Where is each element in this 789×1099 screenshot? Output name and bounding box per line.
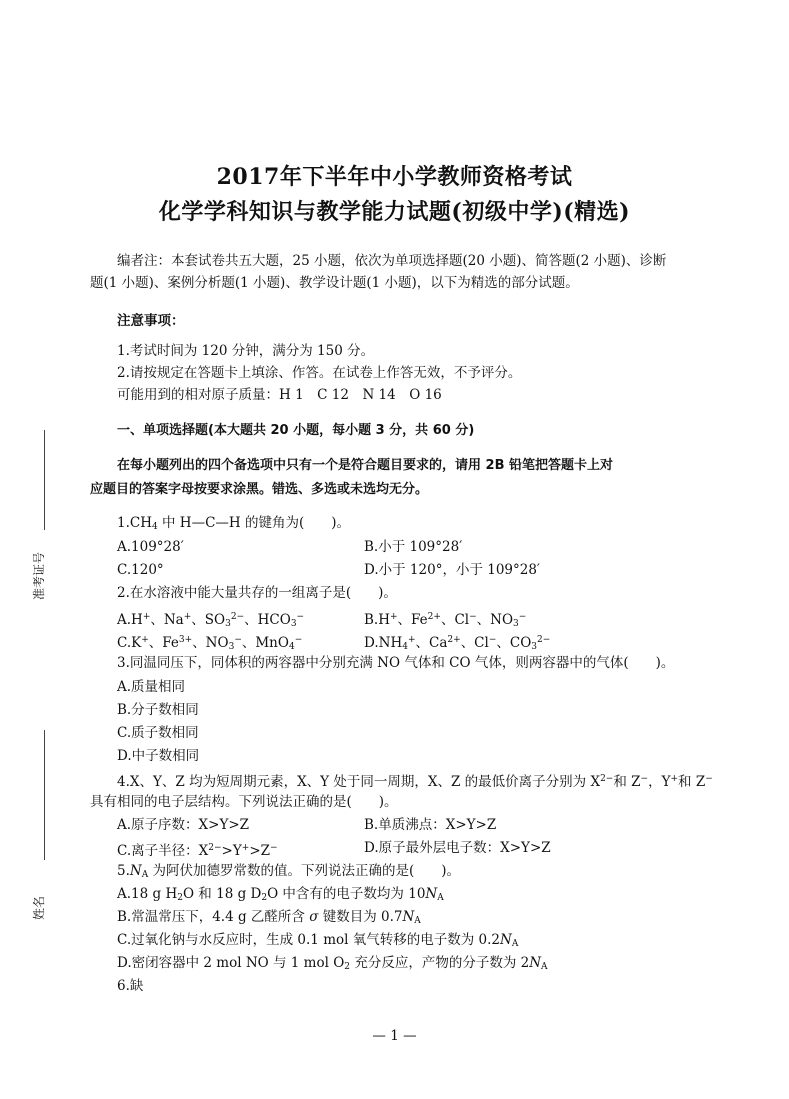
q2-option-b: B.H+、$Fe^{2+}$、Cl−、$NO_3^-$ [364,612,527,629]
q5-option-d: D.密闭容器中 2 mol NO 与 1 mol $O_2$ 充分反应，产物的分子数为 $2N_A$ [117,955,548,972]
question-4-stem-line2: 具有相同的电子层结构。下列说法正确的是( )。 [90,794,398,810]
q3-option-b: B.分子数相同 [117,702,199,718]
q4-option-b: B.单质沸点：X>Y>Z [364,817,497,833]
q5-option-a: A.18 g $H_2O$ 和 18 g $D_2O$ 中含有的电子数均为 $10N_A$ [117,886,444,903]
notice-item-1: 1.考试时间为 120 分钟，满分为 150 分。 [117,343,375,359]
binding-line-middle [44,730,45,860]
q2-option-d: $D.NH_4^+$、$Ca^{2+}$、Cl−、$CO_3^{2-}$ [364,635,551,652]
page-title-line2: 化学学科知识与教学能力试题(初级中学)(精选) [158,199,631,225]
section-heading: 一、单项选择题(本大题共 20 小题，每小题 3 分，共 60 分) [117,423,475,438]
question-4-stem-line1: 4.X、Y、Z 均为短周期元素，X、Y 处于同一周期，X、Z 的最低价离子分别为 $X^{2-}$和 Z−，Y+和 Z− [117,774,713,790]
atomic-masses: 可能用到的相对原子质量：H 1 C 12 N 14 O 16 [117,387,442,403]
q5-option-b: B.常温常压下，4.4 g 乙醛所含 σ 键数目为 $0.7N_A$ [117,909,421,926]
q5-option-c: C.过氧化钠与水反应时，生成 0.1 mol 氧气转移的电子数为 $0.2N_A$ [117,932,519,949]
name-label: 姓名 [32,895,46,920]
page-title-line1: 2017年下半年中小学教师资格考试 [216,164,573,190]
q4-option-c: C.离子半径：$X^{2-}>Y^+>Z^-$ [117,843,278,859]
section-instruction-line1: 在每小题列出的四个备选项中只有一个是符合题目要求的，请用 2B 铅笔把答题卡上对 [117,458,614,473]
q3-option-c: C.质子数相同 [117,725,199,741]
q1-option-d: D.小于 120°，小于 109°28′ [364,562,540,578]
editor-note-line2: 题(1 小题)、案例分析题(1 小题)、教学设计题(1 小题)，以下为精选的部分试题。 [90,275,579,291]
exam-id-label: 准考证号 [32,551,46,600]
q2-option-c: C.K+、$Fe^{3+}$、$NO_3^-$、MnO$_4$− [117,635,303,652]
question-2-stem: 2.在水溶液中能大量共存的一组离子是( )。 [117,585,397,601]
binding-line-top [44,430,45,530]
question-1-stem: $1.CH_4$ 中 H—C—H 的键角为( )。 [117,515,351,532]
question-3-stem: 3.同温同压下，同体积的两容器中分别充满 NO 气体和 CO 气体，则两容器中的气体( )。 [117,655,675,671]
page-number: — 1 — [372,1028,417,1044]
q3-option-d: D.中子数相同 [117,748,200,764]
question-5-stem: $5.N_A$ 为阿伏加德罗常数的值。下列说法正确的是( )。 [117,863,461,880]
q1-option-c: C.120° [117,562,164,578]
editor-note-line1: 编者注：本套试卷共五大题，25 小题，依次为单项选择题(20 小题)、简答题(2 小题)、诊断 [117,253,667,269]
section-instruction-line2: 应题目的答案字母按要求涂黑。错选、多选或未选均无分。 [90,482,429,497]
q4-option-d: D.原子最外层电子数：X>Y>Z [364,840,551,856]
q3-option-a: A.质量相同 [117,679,186,695]
q1-option-b: B.小于 109°28′ [364,539,463,555]
notice-heading: 注意事项： [117,313,185,329]
q1-option-a: A.109°28′ [117,539,184,555]
q4-option-a: A.原子序数：X>Y>Z [117,817,250,833]
question-6-stem: 6.缺 [117,978,144,994]
q2-option-a: A.H+、Na+、$SO_3^{2-}$、$HCO_3^-$ [117,612,305,629]
notice-item-2: 2.请按规定在答题卡上填涂、作答。在试卷上作答无效，不予评分。 [117,365,522,381]
